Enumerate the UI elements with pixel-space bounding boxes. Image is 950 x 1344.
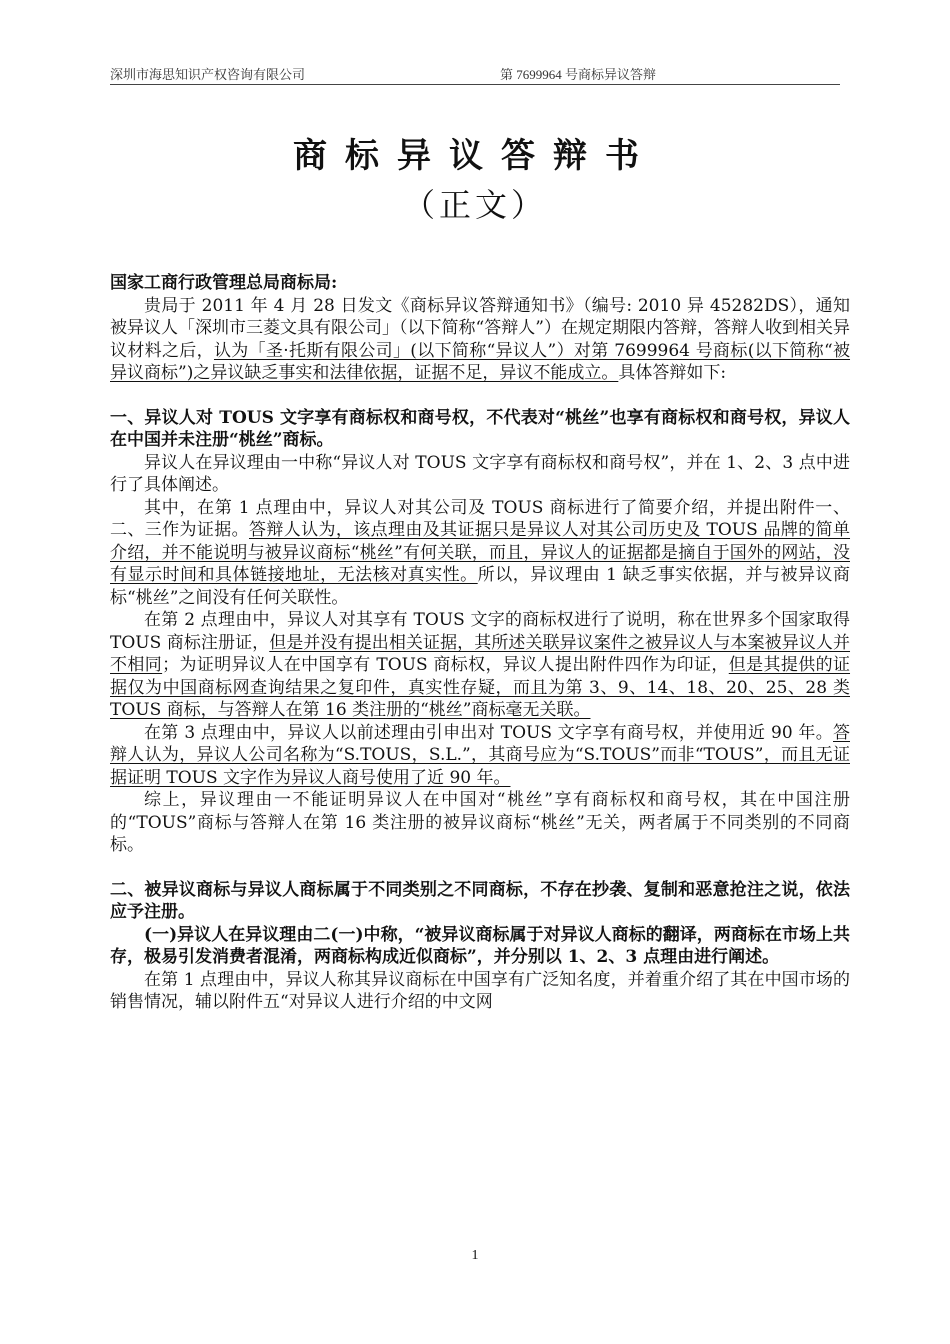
s1p2-underlined: 答辩人认为，该点理由及其证据只是异议人对其公司历史及 TOUS 品牌的简单介绍，并不能说明与被异议商标“桃丝”有何关联，而且，异议人的证据都是摘自于国外的网站，没有显示时间和具体链接地址，无法核对真实性。 [110,520,851,585]
s1p2-text-a: 其中，在第 1 点理由中，异议人对其公司及 TOUS 商标进行了简要介绍，并提出附件一、二、三作为证据。 [110,497,850,540]
intro-underlined: 认为「圣·托斯有限公司」(以下简称“异议人”）对第 7699964 号商标(以下简称“被异议商标”)之异议缺乏事实和法律依据，证据不足，异议不能成立。 [110,340,851,383]
document-subtitle: （正文） [402,186,547,224]
s1p3-text-a: 在第 2 点理由中，异议人对其享有 TOUS 文字的商标权进行了说明，称在世界多个国家取得 TOUS 商标注册证， [110,610,850,653]
s1p3-underlined-1: 但是并没有提出相关证据，其所述关联异议案件之被异议人与本案被异议人并不相同 [110,632,851,675]
header-company: 深圳市海思知识产权咨询有限公司 [110,67,306,82]
section1-paragraph-1: 异议人在异议理由一中称“异议人对 TOUS 文字享有商标权和商号权”，并在 1、2、3 点中进行了具体阐述。 [110,452,850,495]
header-doc-ref: 第 7699964 号商标异议答辩 [500,67,657,82]
section1-paragraph-2 [110,497,850,610]
section1-paragraph-5: 综上，异议理由一不能证明异议人在中国对“桃丝”享有商标权和商号权，其在中国注册的“TOUS”商标与答辩人在第 16 类注册的被异议商标“桃丝”无关，两者属于不同类别的不同商标。 [110,790,850,855]
intro-text-b: 具体答辩如下: [618,363,727,383]
addressee: 国家工商行政管理总局商标局: [110,273,338,293]
section1-paragraph-4 [110,722,850,790]
section1-paragraph-3 [110,609,850,722]
s1p2-text-b: 所以，异议理由 1 缺乏事实依据，并与被异议商标“桃丝”之间没有任何关联性。 [110,565,850,608]
s1p3-underlined-2: 但是其提供的证据仅为中国商标网查询结果之复印件，真实性存疑，而且为第 3、9、14、18、20、25、28 类 TOUS 商标，与答辩人在第 16 类注册的“桃丝”商标毫无关联。 [110,655,851,720]
document-title: 商标异议答辩书 [293,136,657,176]
document-body [110,272,850,1014]
section2-subheading-1: (一)异议人在异议理由二(一)中称，“被异议商标属于对异议人商标的翻译，两商标在市场上共存，极易引发消费者混淆，两商标构成近似商标”，并分别以 1、2、3 点理由进行阐述。 [110,924,850,967]
intro-text-a: 贵局于 2011 年 4 月 28 日发文《商标异议答辩通知书》（编号: 2010 异 45282DS），通知被异议人「深圳市三菱文具有限公司」（以下简称“答辩人”）在规定期限内答辩，答辩人收到相关异议材料之后， [110,295,850,361]
s1p4-text-a: 在第 3 点理由中，异议人以前述理由引申出对 TOUS 文字享有商号权，并使用近 90 年。 [144,722,833,743]
section2-heading: 二、被异议商标与异议人商标属于不同类别之不同商标，不存在抄袭、复制和恶意抢注之说，依法应予注册。 [110,879,850,922]
page-header [110,60,840,85]
section2-paragraph-1: 在第 1 点理由中，异议人称其异议商标在中国享有广泛知名度，并着重介绍了其在中国市场的销售情况，辅以附件五“对异议人进行介绍的中文网 [110,969,850,1012]
page-number: 1 [471,1248,479,1263]
s1p3-text-b: ；为证明异议人在中国享有 TOUS 商标权，异议人提出附件四作为印证， [162,655,729,675]
s1p4-underlined: 答辩人认为，异议人公司名称为“S.TOUS，S.L.”，其商号应为“S.TOUS”而非“TOUS”，而且无证据证明 TOUS 文字作为异议人商号使用了近 90 年。 [110,722,850,788]
section1-heading: 一、异议人对 TOUS 文字享有商标权和商号权，不代表对“桃丝”也享有商标权和商号权，异议人在中国并未注册“桃丝”商标。 [110,407,850,450]
intro-paragraph [110,295,850,385]
